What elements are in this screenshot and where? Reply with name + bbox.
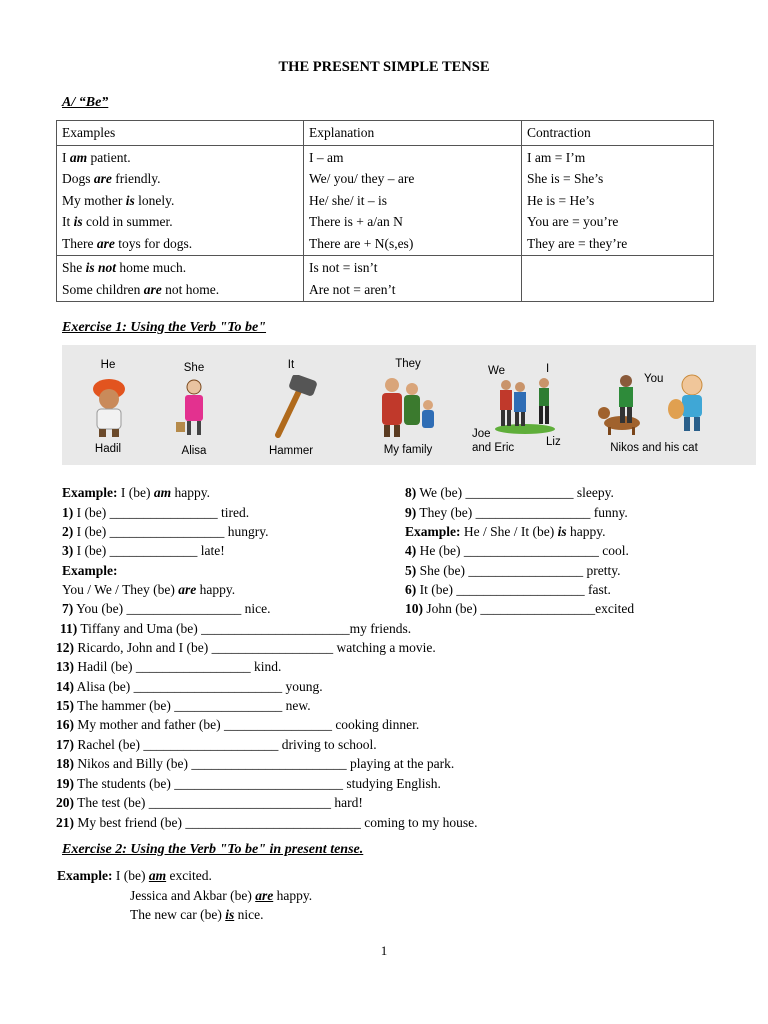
exercise-line: 3) I (be) _____________ late! bbox=[62, 543, 225, 558]
exercise-line: 17) Rachel (be) ____________________ driving to school. bbox=[56, 737, 377, 752]
exercise-line: 9) They (be) _________________ funny. bbox=[405, 505, 628, 520]
exercise-line: 16) My mother and father (be) ________________ cooking dinner. bbox=[56, 717, 420, 732]
example-line: There are toys for dogs. bbox=[62, 235, 193, 251]
exercise-line: You / We / They (be) are happy. bbox=[62, 582, 236, 597]
example-line: She is not home much. bbox=[62, 260, 187, 275]
exercise-line: 2) I (be) _________________ hungry. bbox=[62, 524, 269, 539]
table-row bbox=[57, 256, 714, 302]
exercise-line: 4) He (be) ____________________ cool. bbox=[405, 543, 629, 558]
exercise-line: 7) You (be) _________________ nice. bbox=[62, 601, 271, 616]
examples-cell bbox=[57, 256, 304, 302]
exercise-line: Example: bbox=[62, 563, 118, 578]
example-line: I am patient. bbox=[62, 149, 131, 165]
contraction-cell: I am = I’m She is = She’s He is = He’s You are = you’re They are = they’re bbox=[522, 145, 714, 256]
example-line: My mother is lonely. bbox=[62, 192, 175, 208]
picture-hadil: He Hadil bbox=[80, 345, 136, 465]
exercise-line: 20) The test (be) ___________________________ hard! bbox=[56, 795, 363, 810]
contraction-cell bbox=[522, 256, 714, 302]
pronoun-picture-strip bbox=[62, 345, 756, 465]
exercise-line: 5) She (be) _________________ pretty. bbox=[405, 563, 621, 578]
example-line: It is cold in summer. bbox=[62, 214, 173, 229]
example-line: Some children are not home. bbox=[62, 281, 220, 297]
boy-icon bbox=[88, 375, 130, 437]
exercise-line: Example: He / She / It (be) is happy. bbox=[405, 524, 606, 539]
exercise-line: 13) Hadil (be) _________________ kind. bbox=[56, 659, 282, 674]
exercise-line: Jessica and Akbar (be) are happy. bbox=[130, 888, 313, 903]
exercise-line: 12) Ricardo, John and I (be) __________________ watching a movie. bbox=[56, 640, 436, 655]
example-line: Dogs are friendly. bbox=[62, 171, 161, 186]
hammer-icon bbox=[270, 375, 318, 439]
header-contraction: Contraction bbox=[522, 121, 714, 146]
explanation-cell: I – am We/ you/ they – are He/ she/ it – is There is + a/an N There are + N(s,es) bbox=[304, 145, 522, 256]
friends-icon bbox=[492, 375, 558, 435]
table-header-row bbox=[57, 121, 714, 146]
picture-alisa: She Alisa bbox=[162, 345, 226, 465]
picture-nikos: You Nikos and his cat bbox=[592, 345, 716, 465]
exercise-line: 19) The students (be) _________________________ studying English. bbox=[56, 776, 441, 791]
picture-hammer: It Hammer bbox=[256, 345, 326, 465]
girl-icon bbox=[176, 378, 212, 438]
exercise-line: Example: I (be) am happy. bbox=[62, 485, 210, 500]
exercise-line: 21) My best friend (be) __________________________ coming to my house. bbox=[56, 815, 478, 830]
section-a-heading: A/ “Be” bbox=[62, 95, 109, 110]
picture-we-i: We I Joe and Eric Liz bbox=[472, 363, 561, 454]
boy-with-dog-and-cat-icon bbox=[596, 373, 712, 437]
exercise1-heading: Exercise 1: Using the Verb "To be" bbox=[62, 320, 267, 335]
header-explanation: Explanation bbox=[304, 121, 522, 146]
exercise-line: 1) I (be) ________________ tired. bbox=[62, 505, 250, 520]
exercise-line: 18) Nikos and Billy (be) _______________________ playing at the park. bbox=[56, 756, 455, 771]
exercise-line: The new car (be) is nice. bbox=[130, 907, 264, 922]
family-icon bbox=[376, 375, 442, 439]
header-examples: Examples bbox=[57, 121, 304, 146]
page-title: THE PRESENT SIMPLE TENSE bbox=[278, 59, 490, 75]
exercise-line: Example: I (be) am excited. bbox=[57, 868, 212, 883]
picture-family: They My family bbox=[366, 345, 450, 465]
exercise2-heading: Exercise 2: Using the Verb "To be" in present tense. bbox=[62, 842, 364, 857]
exercise-line: 15) The hammer (be) ________________ new. bbox=[56, 698, 311, 713]
table-row bbox=[57, 145, 714, 256]
page-number: 1 bbox=[380, 943, 388, 958]
exercise-line: 14) Alisa (be) ______________________ young. bbox=[56, 679, 323, 694]
exercise-line: 11) Tiffany and Uma (be) ______________________my friends. bbox=[60, 621, 412, 636]
examples-cell bbox=[57, 145, 304, 256]
exercise-line: 6) It (be) ___________________ fast. bbox=[405, 582, 611, 597]
exercise-line: 10) John (be) _________________excited bbox=[405, 601, 635, 616]
exercise-line: 8) We (be) ________________ sleepy. bbox=[405, 485, 614, 500]
explanation-cell: Is not = isn’t Are not = aren’t bbox=[304, 256, 522, 302]
be-table bbox=[56, 120, 714, 302]
